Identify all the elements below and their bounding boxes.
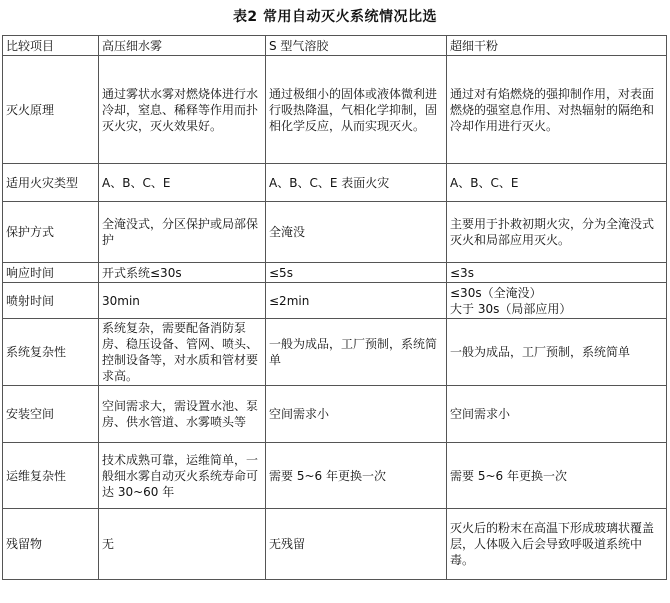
cell-line: 大于 30s（局部应用）: [450, 301, 572, 316]
header-cell-aerosol: S 型气溶胶: [266, 36, 447, 56]
cell-aerosol: A、B、C、E 表面火灾: [266, 164, 447, 202]
cell-dry-powder: 一般为成品，工厂预制，系统简单: [447, 319, 667, 386]
row-label: 保护方式: [3, 202, 99, 263]
cell-dry-powder: 空间需求小: [447, 386, 667, 443]
cell-aerosol: 空间需求小: [266, 386, 447, 443]
cell-dry-powder: 灭火后的粉末在高温下形成玻璃状覆盖层，人体吸入后会导致呼吸道系统中毒。: [447, 509, 667, 580]
cell-dry-powder: A、B、C、E: [447, 164, 667, 202]
table-row-response-time: [3, 263, 667, 283]
cell-aerosol: ≤2min: [266, 283, 447, 319]
cell-aerosol: ≤5s: [266, 263, 447, 283]
cell-water-mist: 技术成熟可靠，运维简单，一般细水雾自动灭火系统寿命可达 30~60 年: [99, 443, 266, 509]
cell-dry-powder: 通过对有焰燃烧的强抑制作用，对表面燃烧的强窒息作用、对热辐射的隔绝和冷却作用进行灭火。: [447, 56, 667, 164]
table-row-protection-mode: [3, 202, 667, 263]
cell-dry-powder: [447, 283, 667, 319]
table-title: 表2 常用自动灭火系统情况比选: [232, 9, 438, 25]
row-label: 适用火灾类型: [3, 164, 99, 202]
cell-line: ≤30s（全淹没）: [450, 285, 542, 300]
row-label: 安装空间: [3, 386, 99, 443]
cell-dry-powder: 需要 5~6 年更换一次: [447, 443, 667, 509]
row-label: 运维复杂性: [3, 443, 99, 509]
row-label: 灭火原理: [3, 56, 99, 164]
header-cell-water-mist: 高压细水雾: [99, 36, 266, 56]
table-header-row: [3, 36, 667, 56]
header-cell-item: 比较项目: [3, 36, 99, 56]
cell-water-mist: 通过雾状水雾对燃烧体进行水冷却，窒息、稀释等作用而扑灭火灾，灭火效果好。: [99, 56, 266, 164]
cell-aerosol: 通过极细小的固体或液体微利进行吸热降温，气相化学抑制，固相化学反应，从而实现灭火。: [266, 56, 447, 164]
cell-water-mist: 空间需求大，需设置水池、泵房、供水管道、水雾喷头等: [99, 386, 266, 443]
table-row-fire-types: [3, 164, 667, 202]
table-row-discharge-time: [3, 283, 667, 319]
row-label: 系统复杂性: [3, 319, 99, 386]
table-row-installation-space: [3, 386, 667, 443]
table-row-maintenance-complexity: [3, 443, 667, 509]
cell-water-mist: 系统复杂，需要配备消防泵房、稳压设备、管网、喷头、控制设备等，对水质和管材要求高。: [99, 319, 266, 386]
table-row-residue: [3, 509, 667, 580]
cell-water-mist: A、B、C、E: [99, 164, 266, 202]
cell-water-mist: 全淹没式，分区保护或局部保护: [99, 202, 266, 263]
table-row-system-complexity: [3, 319, 667, 386]
header-cell-dry-powder: 超细干粉: [447, 36, 667, 56]
row-label: 残留物: [3, 509, 99, 580]
comparison-table: [2, 35, 667, 580]
cell-dry-powder: ≤3s: [447, 263, 667, 283]
cell-water-mist: 30min: [99, 283, 266, 319]
row-label: 喷射时间: [3, 283, 99, 319]
cell-aerosol: 一般为成品，工厂预制，系统简单: [266, 319, 447, 386]
cell-aerosol: 需要 5~6 年更换一次: [266, 443, 447, 509]
cell-water-mist: 开式系统≤30s: [99, 263, 266, 283]
cell-dry-powder: 主要用于扑救初期火灾，分为全淹没式灭火和局部应用灭火。: [447, 202, 667, 263]
cell-aerosol: 全淹没: [266, 202, 447, 263]
cell-water-mist: 无: [99, 509, 266, 580]
table-row-extinguishing-principle: [3, 56, 667, 164]
cell-aerosol: 无残留: [266, 509, 447, 580]
row-label: 响应时间: [3, 263, 99, 283]
